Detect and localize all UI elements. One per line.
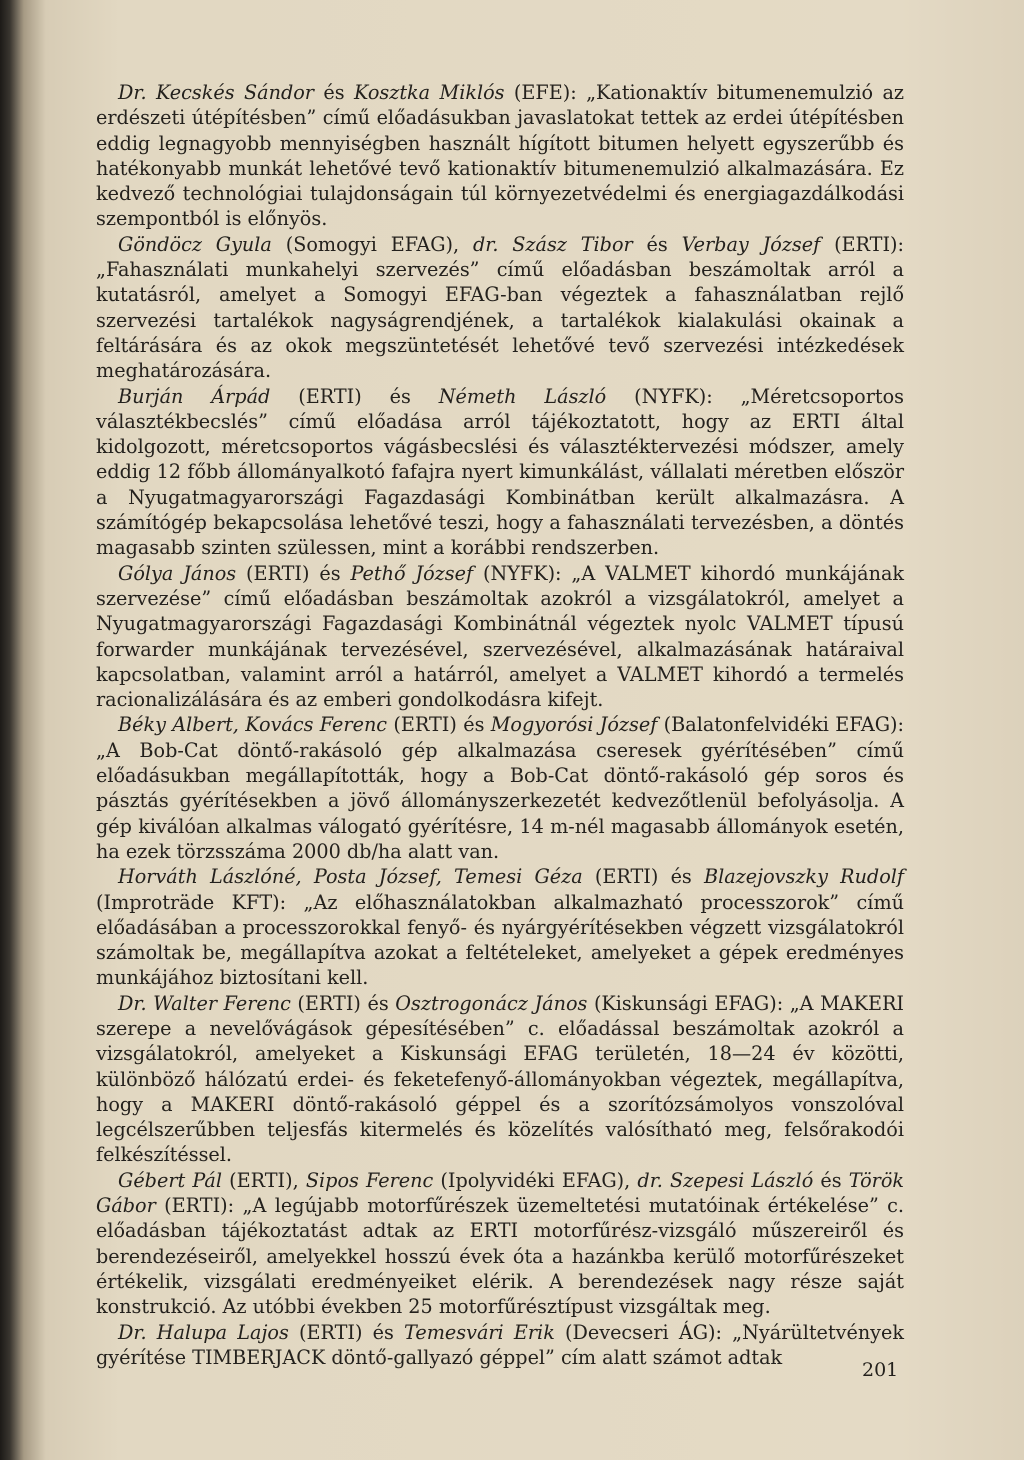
paragraph-text: (ERTI) és <box>290 991 396 1015</box>
paragraph-text: (Kiskunsági EFAG): „A MAKERI szerepe a nevelővágások gépesítésében” c. előadással beszámoltak azokról a vizsgálatokról, amelyeket a Kiskunsági EFAG területén, 18—24 év közötti, különböző hálózatú erdei- és feketefenyő-állományokban végeztek, megállapítva, hogy a MAKERI döntő-rakásoló géppel és a szorítózsámolyos vonszolóval legcélszerűbben teljesfás kitermelés és közelítés valósítható meg, felsőrakodói felkészítéssel. <box>96 991 904 1167</box>
paragraph-text: (Ipolyvidéki EFAG), <box>433 1168 638 1192</box>
author-name: Pethő József <box>350 561 474 585</box>
body-text <box>96 80 904 1370</box>
paragraph-text: (Devecseri ÁG): „Nyárültetvények gyérítése TIMBERJACK döntő-gallyazó géppel” cím alatt számot adtak <box>96 1320 905 1369</box>
author-name: Burján Árpád <box>118 384 271 408</box>
paragraph-text: és <box>632 232 682 256</box>
paragraph-text: (ERTI) és <box>236 561 351 585</box>
paragraph-text: (ERTI), <box>222 1168 306 1192</box>
paragraph <box>96 561 904 713</box>
paragraph-text: (Balatonfelvidéki EFAG): „A Bob-Cat döntő-rakásoló gép alkalmazása cseresek gyérítésében” című előadásukban megállapították, hogy a Bob-Cat döntő-rakásoló gép soros és pásztás gyérítésekben a jövő állományszerkezetét kedvezőtlenül befolyásolja. A gép kiválóan alkalmas válogató gyérítésre, 14 m-nél magasabb állományok esetén, ha ezek törzsszáma 2000 db/ha alatt van. <box>96 713 905 863</box>
paragraph-text: (ERTI) és <box>270 384 439 408</box>
paragraph-text: (Somogyi EFAG), <box>271 232 473 256</box>
paragraph <box>96 1168 904 1320</box>
paragraph-text: (NYFK): „Méretcsoportos választékbecslés” című előadása arról tájékoztatott, hogy az ERTI által kidolgozott, méretcsoportos vágásbecslési és választéktervezési módszer, amely eddig 12 főbb állományalkotó fafajra nyert kimunkálást, vállalati méretben először a Nyugatmagyarországi Fagazdasági Kombinátban került alkalmazásra. A számítógép bekapcsolása lehetővé teszi, hogy a fahasználati tervezésben, a döntés magasabb szinten szülessen, mint a korábbi rendszerben. <box>96 384 905 560</box>
paragraph-text: (ERTI): „Fahasználati munkahelyi szervezés” című előadásban beszámoltak arról a kutatásról, amelyet a Somogyi EFAG-ban végeztek a fahasználatban rejlő szervezési tartalékok nagyságrendjének, a tartalékok kialakulási okainak a feltárására és az okok megszüntetését lehetővé tevő szervezési intézkedések meghatározására. <box>96 232 904 383</box>
author-name: Blazejovszky Rudolf <box>704 865 904 889</box>
author-name: Török Gábor <box>96 1168 904 1218</box>
paragraph <box>96 1320 904 1371</box>
paragraph-text: és <box>313 81 355 104</box>
paragraph-text: (Improträde KFT): „Az előhasználatokban alkalmazható processzorok” című előadásában a processzorokkal fenyő- és nyárgyérítésekben végzett vizsgálatokról számoltak be, megállapítva azokat a feltételeket, amelyeket a gépek eredményes munkájához biztosítani kell. <box>96 890 904 990</box>
paragraph-text: (ERTI): „A legújabb motorfűrészek üzemeltetési mutatóinak értékelése” c. előadásban tájékoztatást adtak az ERTI motorfűrész-vizsgáló műszereiről és berendezéseiről, amelyekkel hosszú évek óta a hazánkba kerülő motorfűrészeket értékelik, vizsgálati eredményeiket elérik. A berendezések nagy része saját konstrukció. Az utóbbi években 25 motorfűrésztípust vizsgáltak meg. <box>96 1194 904 1319</box>
paragraph-text: (NYFK): „A VALMET kihordó munkájának szervezése” című előadásban beszámoltak azokról a vizsgálatokról, amelyet a Nyugatmagyarországi Fagazdasági Kombinátnál végeztek nyolc VALMET típusú forwarder munkájának tervezésével, szervezésével, alkalmazásának határaival kapcsolatban, valamint arról a határról, amelyet a VALMET kihordó a termelés racionalizálására és az emberi gondolkodásra kifejt. <box>96 561 905 712</box>
author-name: Németh László <box>438 384 607 408</box>
author-name: Dr. Kecskés Sándor <box>118 81 314 104</box>
paragraph <box>96 384 904 561</box>
author-name: Horváth Lászlóné, Posta József, Temesi Géza <box>118 865 583 889</box>
author-name: Gólya János <box>118 561 237 585</box>
author-name: Temesvári Erik <box>404 1320 555 1344</box>
paragraph-text: (EFE): „Kationaktív bitumenemulzió az erdészeti útépítésben” című előadásukban javaslatokat tettek az erdei útépítésben eddig legnagyobb mennyiségben használt hígított bitumen helyett egyszerűbb és hatékonyabb munkát lehetővé tevő kationaktív bitumenemulzió alkalmazására. Ez kedvező technológiai tulajdonságain túl környezetvédelmi és energiagazdálkodási szempontból is előnyös. <box>96 81 904 231</box>
paragraph-text: (ERTI) és <box>582 865 704 889</box>
author-name: Gébert Pál <box>118 1168 222 1192</box>
author-name: Göndöcz Gyula <box>118 232 272 256</box>
paragraph <box>96 80 904 232</box>
paragraph-text: és <box>813 1168 849 1192</box>
author-name: dr. Szepesi László <box>637 1168 814 1192</box>
author-name: Kosztka Miklós <box>354 81 505 104</box>
paragraph <box>96 712 904 864</box>
paragraph-text: (ERTI) és <box>387 713 491 737</box>
paragraph <box>96 864 904 990</box>
author-name: Dr. Halupa Lajos <box>118 1320 289 1344</box>
author-name: dr. Szász Tibor <box>472 232 633 256</box>
author-name: Osztrogonácz János <box>395 991 588 1015</box>
author-name: Sipos Ferenc <box>305 1168 434 1192</box>
paragraph <box>96 232 904 384</box>
author-name: Verbay József <box>681 232 821 256</box>
author-name: Dr. Walter Ferenc <box>118 991 291 1015</box>
author-name: Béky Albert, Kovács Ferenc <box>118 713 388 737</box>
page-number: 201 <box>862 1359 899 1381</box>
author-name: Mogyorósi József <box>490 713 658 737</box>
paragraph-text: (ERTI) és <box>288 1320 405 1344</box>
paragraph <box>96 991 904 1168</box>
